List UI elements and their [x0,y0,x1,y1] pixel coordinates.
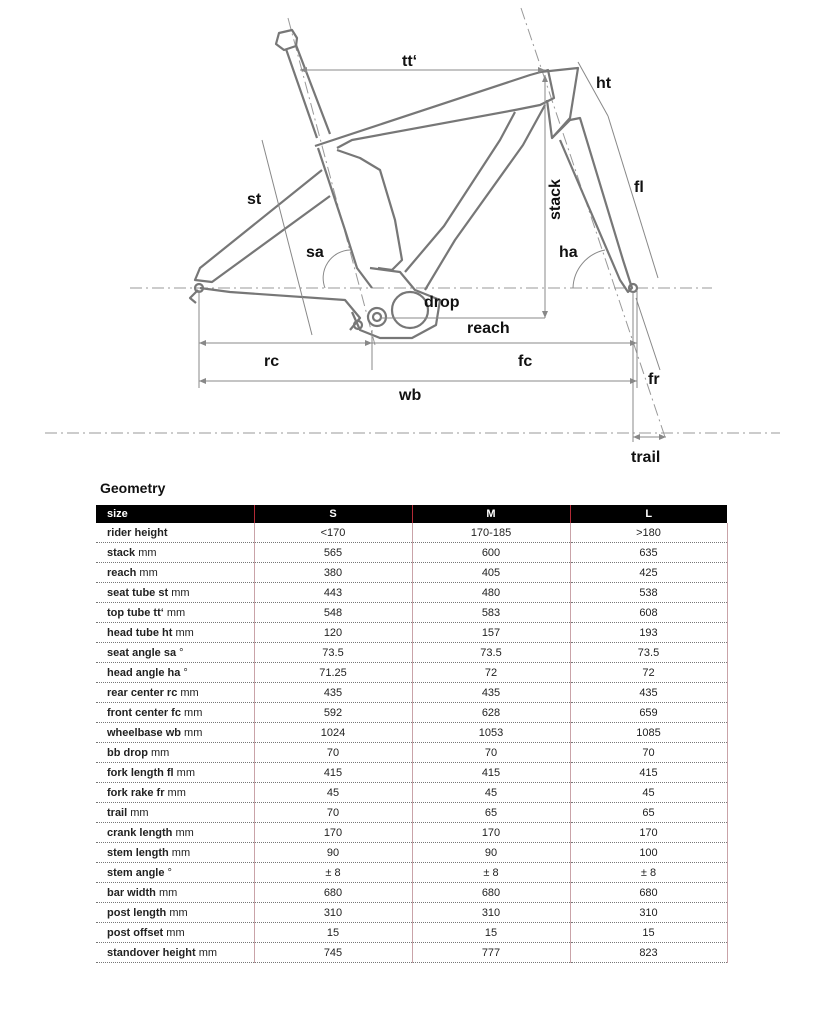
cell-value: 45 [570,783,727,803]
cell-value: 310 [570,903,727,923]
cell-value: 65 [570,803,727,823]
row-unit: mm [176,766,195,779]
row-name: top tube tt‘ [107,606,164,619]
row-label [96,903,254,923]
cell-value: 90 [412,843,570,863]
cell-value: 680 [254,883,412,903]
table-row [96,883,727,903]
row-label [96,843,254,863]
cell-value: 70 [570,743,727,763]
cell-value: 310 [412,903,570,923]
label-st: st [247,191,262,208]
row-unit: mm [184,726,203,739]
cell-value: 608 [570,603,727,623]
dimension-lines [199,62,666,442]
cell-value: 310 [254,903,412,923]
label-reach: reach [467,320,510,337]
cell-value: 73.5 [570,643,727,663]
row-name: fork length fl [107,766,174,779]
cell-value: 380 [254,563,412,583]
cell-value: 65 [412,803,570,823]
row-label [96,643,254,663]
row-label [96,743,254,763]
label-rc: rc [264,353,280,370]
row-unit: mm [167,786,186,799]
row-label [96,923,254,943]
cell-value: 157 [412,623,570,643]
row-unit: mm [171,846,191,859]
row-name: standover height [107,946,196,959]
table-row [96,763,727,783]
cell-value: 583 [412,603,570,623]
table-row [96,663,727,683]
cell-value: 415 [254,763,412,783]
table-row [96,943,727,963]
table-row [96,823,727,843]
cell-value: 70 [254,743,412,763]
cell-value: 548 [254,603,412,623]
cell-value: 72 [412,663,570,683]
cell-value: 15 [412,923,570,943]
row-label [96,803,254,823]
cell-value: 435 [570,683,727,703]
table-row [96,843,727,863]
cell-value: 680 [412,883,570,903]
cell-value: 745 [254,943,412,963]
row-unit: mm [139,566,158,579]
row-name: fork rake fr [107,786,165,799]
cell-value: 425 [570,563,727,583]
row-name: seat angle sa [107,646,177,659]
row-unit: mm [130,806,149,819]
row-unit: mm [151,746,170,759]
row-name: head angle ha [107,666,181,679]
cell-value: 635 [570,543,727,563]
row-unit: ° [167,866,172,879]
cell-value: 628 [412,703,570,723]
row-unit: mm [175,826,194,839]
cell-value: 193 [570,623,727,643]
row-label [96,703,254,723]
cell-value: 405 [412,563,570,583]
cell-value: 443 [254,583,412,603]
row-unit: mm [175,626,194,639]
table-header-row [96,505,727,523]
row-name: stem length [107,846,169,859]
cell-value: 1053 [412,723,570,743]
header-l: L [570,505,727,523]
cell-value: 435 [254,683,412,703]
cell-value: ± 8 [570,863,727,883]
label-wb: wb [399,387,422,404]
table-row [96,863,727,883]
row-unit: mm [184,706,203,719]
cell-value: 15 [570,923,727,943]
cell-value: 170 [570,823,727,843]
label-drop: drop [424,294,460,311]
table-row [96,643,727,663]
cell-value: 435 [412,683,570,703]
row-name: reach [107,566,137,579]
label-ha: ha [559,244,578,261]
cell-value: 73.5 [412,643,570,663]
bike-frame-outline [190,30,632,338]
table-row [96,703,727,723]
cell-value: ± 8 [412,863,570,883]
row-unit: mm [180,686,199,699]
cell-value: 1085 [570,723,727,743]
row-label [96,543,254,563]
cell-value: 415 [570,763,727,783]
row-unit: mm [166,606,186,619]
table-row [96,583,727,603]
row-name: stem angle [107,866,165,879]
table-row [96,803,727,823]
cell-value: 71.25 [254,663,412,683]
row-name: front center fc [107,706,181,719]
cell-value: 72 [570,663,727,683]
table-row [96,783,727,803]
row-label [96,603,254,623]
label-fr: fr [648,371,660,388]
cell-value: 777 [412,943,570,963]
cell-value: 70 [254,803,412,823]
row-label [96,863,254,883]
row-name: crank length [107,826,173,839]
cell-value: 73.5 [254,643,412,663]
table-row [96,563,727,583]
row-label [96,683,254,703]
label-tt: tt‘ [402,53,418,70]
cell-value: 823 [570,943,727,963]
header-size: size [96,505,254,523]
cell-value: 565 [254,543,412,563]
row-unit: ° [183,666,188,679]
table-row [96,623,727,643]
row-label [96,783,254,803]
row-label [96,723,254,743]
bottom-bracket [368,308,386,326]
row-label [96,763,254,783]
row-name: wheelbase wb [107,726,181,739]
cell-value: 415 [412,763,570,783]
label-fl: fl [634,179,644,196]
table-row [96,523,727,543]
header-m: M [412,505,570,523]
cell-value: 170-185 [412,523,570,543]
row-name: rider height [107,526,168,539]
row-label [96,823,254,843]
cell-value: 120 [254,623,412,643]
cell-value: 15 [254,923,412,943]
geometry-title: Geometry [100,480,166,496]
row-label [96,623,254,643]
row-label [96,563,254,583]
table-row [96,903,727,923]
cell-value: 45 [412,783,570,803]
row-name: post length [107,906,167,919]
row-unit: mm [166,926,185,939]
row-name: post offset [107,926,164,939]
cell-value: 170 [412,823,570,843]
cell-value: 592 [254,703,412,723]
row-name: head tube ht [107,626,173,639]
cell-value: 1024 [254,723,412,743]
cell-value: >180 [570,523,727,543]
table-row [96,743,727,763]
cell-value: 100 [570,843,727,863]
cell-value: 480 [412,583,570,603]
cell-value: 90 [254,843,412,863]
table-row [96,683,727,703]
cell-value: <170 [254,523,412,543]
row-label [96,883,254,903]
row-name: rear center rc [107,686,178,699]
table-row [96,603,727,623]
cell-value: 45 [254,783,412,803]
row-unit: mm [169,906,188,919]
cell-value: 170 [254,823,412,843]
label-sa: sa [306,244,324,261]
table-row [96,723,727,743]
table-row [96,923,727,943]
cell-value: 600 [412,543,570,563]
table-row [96,543,727,563]
label-ht: ht [596,75,612,92]
row-name: trail [107,806,128,819]
row-unit: mm [138,546,157,559]
row-name: seat tube st [107,586,169,599]
frame-geometry-diagram [0,0,838,480]
row-name: stack [107,546,136,559]
geometry-table [96,505,728,963]
row-name: bar width [107,886,156,899]
cell-value: ± 8 [254,863,412,883]
row-label [96,943,254,963]
label-fc: fc [518,353,533,370]
row-label [96,583,254,603]
cell-value: 70 [412,743,570,763]
cell-value: 538 [570,583,727,603]
row-name: bb drop [107,746,148,759]
header-s: S [254,505,412,523]
row-unit: mm [158,886,178,899]
cell-value: 680 [570,883,727,903]
cell-value: 659 [570,703,727,723]
row-unit: ° [179,646,184,659]
label-stack: stack [547,179,564,220]
row-label [96,523,254,543]
label-trail: trail [631,449,661,466]
row-label [96,663,254,683]
row-unit: mm [171,586,190,599]
row-unit: mm [198,946,218,959]
